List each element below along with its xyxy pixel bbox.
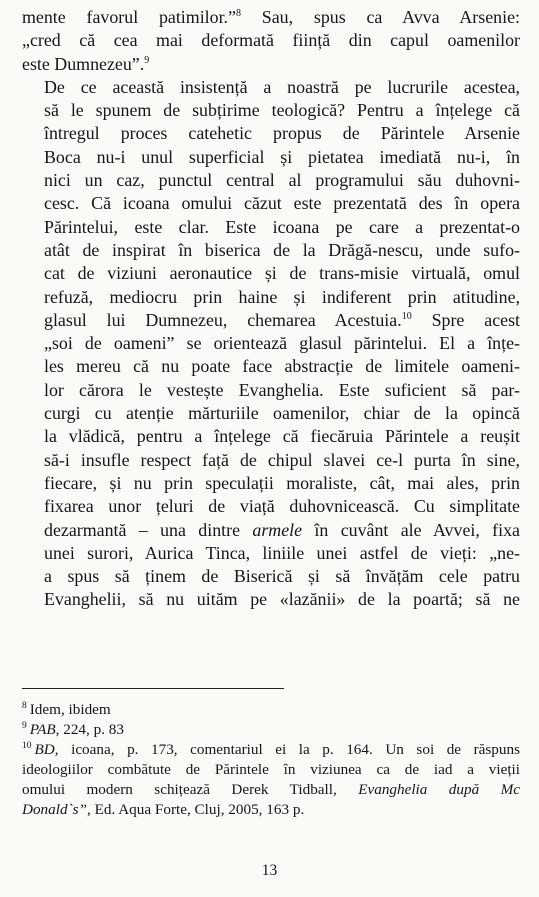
text-line: refuză, mediocru prin haine și indiferent prin atitudine, <box>44 286 520 307</box>
footnote-10-line: Donald`s”, Ed. Aqua Forte, Cluj, 2005, 163 p. <box>22 801 305 818</box>
text-line: Evanghelii, să nu uităm pe «lazănii» de la poartă; să ne <box>44 589 520 610</box>
text-line: să-i insufle respect față de chipul slavei ce-l purta în sine, <box>44 449 520 470</box>
footnote-ref-9[interactable]: 9 <box>144 54 150 66</box>
text-line: „cred că cea mai deformată ființă din capul oamenilor <box>22 30 520 51</box>
text-line: les mereu că nu poate face abstracție de limitele oameni- <box>44 356 520 377</box>
emphasis: armele <box>252 519 303 540</box>
footnote-10: $^{10}$ BD, icoana, p. 173, comentariul ei la p. 164. Un soi de răspuns <box>22 740 520 758</box>
text-line: fiecare, și nu prin speculații moraliste, cât, mai ales, prin <box>44 472 520 493</box>
text-line: să le spunem de subțirime teologică? Pentru a înțelege că <box>44 100 520 121</box>
text-line: atât de inspirat în biserica de la Drăgă-nescu, unde sufo- <box>44 239 520 260</box>
text-line: la vlădică, pentru a înțelege că fiecăruia Părintele a reușit <box>44 426 520 447</box>
footnote-number: 8 <box>22 700 27 711</box>
text-line: Boca nu-i unul superficial și pietatea imediată nu-i, în <box>44 146 520 167</box>
text-line: Părintelui, este clar. Este icoana pe care a prezentat-o <box>44 216 520 237</box>
text-line: mente favorul patimilor.”$^8$ Sau, spus ca Avva Arsenie: <box>22 7 520 27</box>
text-line: unei surori, Aurica Tinca, liniile unei astfel de vieți: „ne- <box>44 542 520 563</box>
text-line: fixarea unor țeluri de viață duhovnicească. Cu simplitate <box>44 496 520 517</box>
page-number: 13 <box>261 862 278 879</box>
footnote-8: $^8$ Idem, ibidem <box>22 700 111 718</box>
footnote-number: 10 <box>22 740 32 751</box>
text-line: cesc. Că icoana omului căzut este prezentată des în opera <box>44 193 520 214</box>
footnote-10-line: omului modern schițează Derek Tidball, Evanghelia după Mc <box>22 781 521 798</box>
text-line: a spus să ținem de Biserică și să învățăm cele patru <box>44 566 520 587</box>
footnote-ref-8[interactable]: 8 <box>235 8 241 20</box>
text-line: „soi de oameni” se orientează glasul părintelui. El a înțe- <box>44 333 520 354</box>
footnote-9: $^9$ PAB, 224, p. 83 <box>22 720 124 738</box>
paragraph-1 <box>22 6 520 76</box>
text-line: glasul lui Dumnezeu, chemarea Acestuia.$^{10}$ Spre acest <box>44 309 521 330</box>
text-line: De ce această insistență a noastră pe lucrurile acestea, <box>44 76 520 97</box>
footnote-10-line: ideologiilor combătute de Părintele în viziunea ca de iad a vieții <box>22 761 520 778</box>
text-line: dezarmantă – una dintre armele în cuvânt ale Avvei, fixa <box>44 519 520 540</box>
text-line: lor cărora le vestește Evanghelia. Este suficient să par- <box>44 379 520 400</box>
text-line: nici un caz, punctul central al programului său duhovni- <box>44 170 520 191</box>
text-line: întregul proces catehetic propus de Părintele Arsenie <box>44 123 520 144</box>
main-text <box>22 6 520 612</box>
footnote-number: 9 <box>22 720 27 731</box>
footnotes <box>22 700 520 820</box>
footnote-ref-10[interactable]: 10 <box>401 310 412 322</box>
paragraph-2 <box>22 76 520 612</box>
text-line: curgi cu atenție mărturiile oamenilor, chiar de la opincă <box>44 403 520 424</box>
text-line: este Dumnezeu”.$^9$ <box>22 53 150 74</box>
text-line: cat de viziuni aeronautice și de trans-misie virtuală, omul <box>44 263 520 284</box>
footnote-divider <box>22 688 284 689</box>
